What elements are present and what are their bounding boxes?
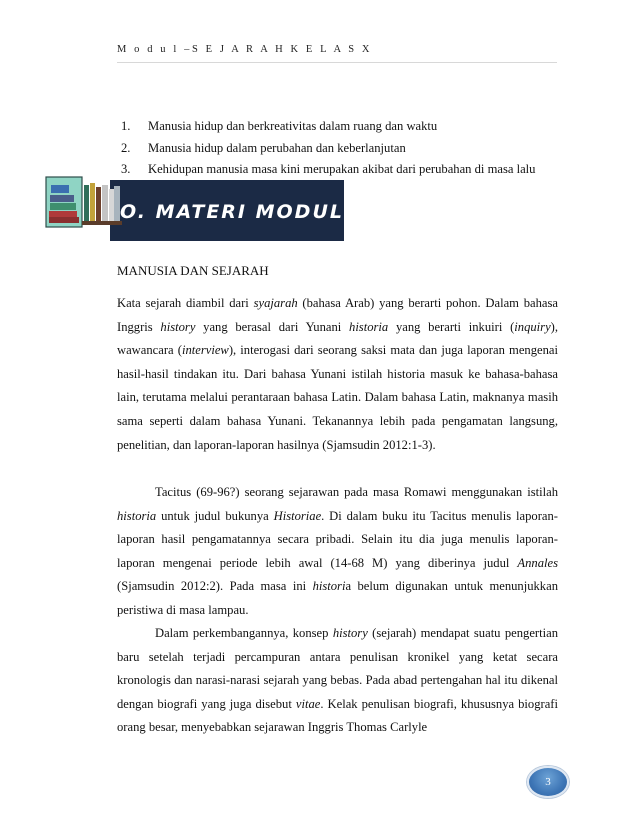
list-item bbox=[121, 138, 557, 160]
header-divider bbox=[117, 62, 557, 63]
paragraph-2: Tacitus (69-96?) seorang sejarawan pada masa Romawi menggunakan istilah historia untuk judul bukunya Historiae. Di dalam buku itu Tacitus menulis laporan-laporan hasil pengamatannya secara pribadi. Selain itu dia juga menulis laporan-laporan mengenai periode lebih awal (14-68 M) yang diberinya judul Annales (Sjamsudin 2012:2). Pada masa ini historia belum digunakan untuk menunjukkan peristiwa di masa lampau. bbox=[117, 485, 558, 617]
list-item bbox=[121, 116, 557, 138]
list-number: 1. bbox=[121, 119, 131, 133]
page-number-badge bbox=[527, 766, 569, 798]
list-text: Manusia hidup dalam perubahan dan keberlanjutan bbox=[148, 140, 406, 155]
list-number: 2. bbox=[121, 140, 131, 155]
italic-term: historia bbox=[117, 508, 157, 523]
page-number: 3 bbox=[545, 776, 551, 788]
list-text: Manusia hidup dan berkreativitas dalam ruang dan waktu bbox=[148, 119, 438, 133]
list-item bbox=[121, 159, 557, 181]
list-number: 3. bbox=[121, 162, 131, 176]
italic-term: history bbox=[332, 626, 368, 640]
italic-term: inquiry bbox=[514, 319, 551, 334]
objectives-list bbox=[121, 116, 557, 181]
paragraph-3: Dalam perkembangannya, konsep history (sejarah) mendapat suatu pengertian baru setelah terjadi percampuran antara penulisan kronikel yang ketat secara kronologis dan narasi-narasi sejarah yang bebas. Pada abad pertengahan hal itu dikenal dengan biografi yang juga disebut vitae. Kelak penulisan biografi, khususnya biografi orang besar, menyebabkan sejarawan Inggris Thomas Carlyle bbox=[117, 626, 558, 735]
running-header: M o d u l –S E J A R A H K E L A S X bbox=[117, 44, 373, 55]
italic-term: vitae bbox=[295, 696, 321, 711]
list-text: Kehidupan manusia masa kini merupakan akibat dari perubahan di masa lalu bbox=[148, 162, 536, 176]
italic-term: Historiae bbox=[273, 508, 322, 523]
paragraph-1: Kata sejarah diambil dari syajarah (bahasa Arab) yang berarti pohon. Dalam bahasa Inggris history yang berasal dari Yunani historia yang berarti inkuiri (inquiry), wawancara (interview), interogasi dari seorang saksi mata dan juga laporan mengenai hasil-hasil tindakan itu. Dari bahasa Yunani istilah historia masuk ke bahasa-bahasa lain, terutama melalui perantaraan bahasa Latin. Dalam bahasa Latin, maknanya masih sama seperti dalam bahasa Yunani. Tekanannya lebih pada pengamatan langsung, penelitian, dan laporan-laporan hasilnya (Sjamsudin 2012:1-3). bbox=[117, 296, 559, 452]
italic-term: history bbox=[160, 319, 196, 334]
italic-term: syajarah bbox=[253, 296, 298, 310]
section-title: O. MATERI MODUL bbox=[120, 201, 344, 223]
content-heading: MANUSIA DAN SEJARAH bbox=[117, 263, 269, 278]
italic-term: interview bbox=[181, 343, 229, 358]
italic-term: historia bbox=[349, 319, 389, 334]
italic-term: histori bbox=[312, 579, 346, 594]
italic-term: Annales bbox=[517, 555, 558, 570]
books-icon bbox=[44, 173, 124, 230]
